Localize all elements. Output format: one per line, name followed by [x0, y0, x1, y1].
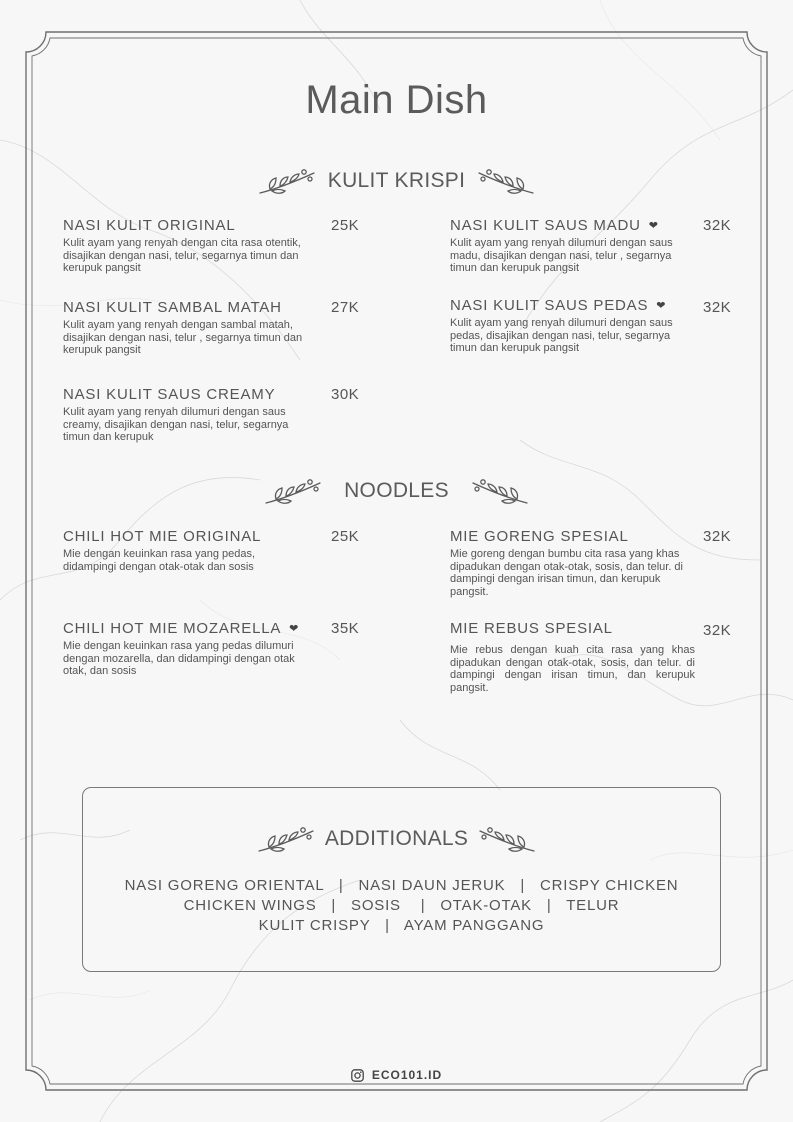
item-price: 25K: [331, 528, 360, 545]
heart-icon: ❤: [648, 220, 659, 232]
menu-item: [450, 296, 740, 355]
item-description: Kulit ayam yang renyah dengan cita rasa otentik, disajikan dengan nasi, telur, segarnya timun dan kerupuk pangsit: [63, 237, 301, 274]
section-header-additionals: [0, 824, 793, 854]
item-description: Kulit ayam yang renyah dilumuri dengan saus creamy, disajikan dengan nasi, telur, segarnya timun dan kerupuk: [63, 406, 289, 443]
menu-item: [63, 619, 353, 678]
menu-item: [63, 298, 353, 357]
item-price: 25K: [331, 217, 360, 234]
item-name: NASI KULIT SAUS PEDAS: [450, 297, 649, 314]
section-title: KULIT KRISPI: [327, 169, 466, 192]
item-description: Kulit ayam yang renyah dengan sambal matah, disajikan dengan nasi, telur , segarnya timun dan kerupuk pangsit: [63, 319, 303, 356]
floral-left-icon: [258, 167, 318, 195]
item-name: CHILI HOT MIE MOZARELLA: [63, 620, 282, 637]
menu-item: [450, 527, 740, 598]
item-description: Mie dengan keuinkan rasa yang pedas, didampingi dengan otak-otak dan sosis: [63, 548, 256, 573]
item-description: Kulit ayam yang renyah dilumuri dengan saus madu, disajikan dengan nasi, telur , segarnya timun dan kerupuk pangsit: [450, 237, 673, 274]
section-title: ADDITIONALS: [324, 827, 469, 850]
item-description: Mie goreng dengan bumbu cita rasa yang khas dipadukan dengan otak-otak, sosis, dan telur. di dampingi dengan irisan timun, dan kerupuk pangsit.: [450, 548, 683, 598]
floral-right-icon: [476, 825, 536, 853]
additionals-line: NASI GORENG ORIENTAL | NASI DAUN JERUK | CRISPY CHICKEN: [124, 877, 679, 894]
instagram-icon: [351, 1069, 364, 1082]
floral-left-icon: [257, 825, 317, 853]
item-name: MIE GORENG SPESIAL: [450, 528, 629, 545]
item-name: CHILI HOT MIE ORIGINAL: [63, 528, 262, 545]
item-price: 30K: [331, 386, 360, 403]
item-price: 32K: [703, 622, 732, 639]
item-price: 32K: [703, 528, 732, 545]
page-title: Main Dish: [305, 78, 488, 122]
item-price: 32K: [703, 299, 732, 316]
floral-right-icon: [469, 477, 529, 505]
section-header-kulit-krispi: [0, 166, 793, 196]
section-header-noodles: [0, 476, 793, 506]
item-name: NASI KULIT ORIGINAL: [63, 217, 236, 234]
item-name: NASI KULIT SAUS MADU: [450, 217, 641, 234]
item-description: Kulit ayam yang renyah dilumuri dengan saus pedas, disajikan dengan nasi, telur, segarnya timun dan kerupuk pangsit: [450, 317, 673, 354]
section-title: NOODLES: [344, 479, 449, 502]
item-price: 35K: [331, 620, 360, 637]
heart-icon: ❤: [656, 300, 667, 312]
additionals-line: CHICKEN WINGS | SOSIS | OTAK-OTAK | TELUR: [183, 897, 620, 914]
floral-left-icon: [264, 477, 324, 505]
item-price: 32K: [703, 217, 732, 234]
floral-right-icon: [475, 167, 535, 195]
footer-social: [0, 1068, 793, 1082]
item-description: Mie dengan keuinkan rasa yang pedas dilumuri dengan mozarella, dan didampingi dengan otak otak, dan sosis: [63, 640, 295, 677]
menu-item: [450, 619, 740, 694]
menu-item: [63, 216, 353, 275]
item-description: Mie rebus dengan kuah cita rasa yang khas dipadukan dengan otak-otak, sosis, dan telur. di dampingi dengan irisan timun, dan kerupuk pangsit.: [450, 644, 695, 694]
item-price: 27K: [331, 299, 360, 316]
social-handle: ECO101.ID: [371, 1068, 443, 1082]
menu-item: [63, 385, 353, 444]
item-name: NASI KULIT SAMBAL MATAH: [63, 299, 282, 316]
menu-item: [63, 527, 353, 573]
menu-item: [450, 216, 740, 275]
additionals-line: KULIT CRISPY | AYAM PANGGANG: [258, 917, 545, 934]
item-name: NASI KULIT SAUS CREAMY: [63, 386, 276, 403]
item-name: MIE REBUS SPESIAL: [450, 620, 613, 637]
heart-icon: ❤: [289, 623, 300, 635]
